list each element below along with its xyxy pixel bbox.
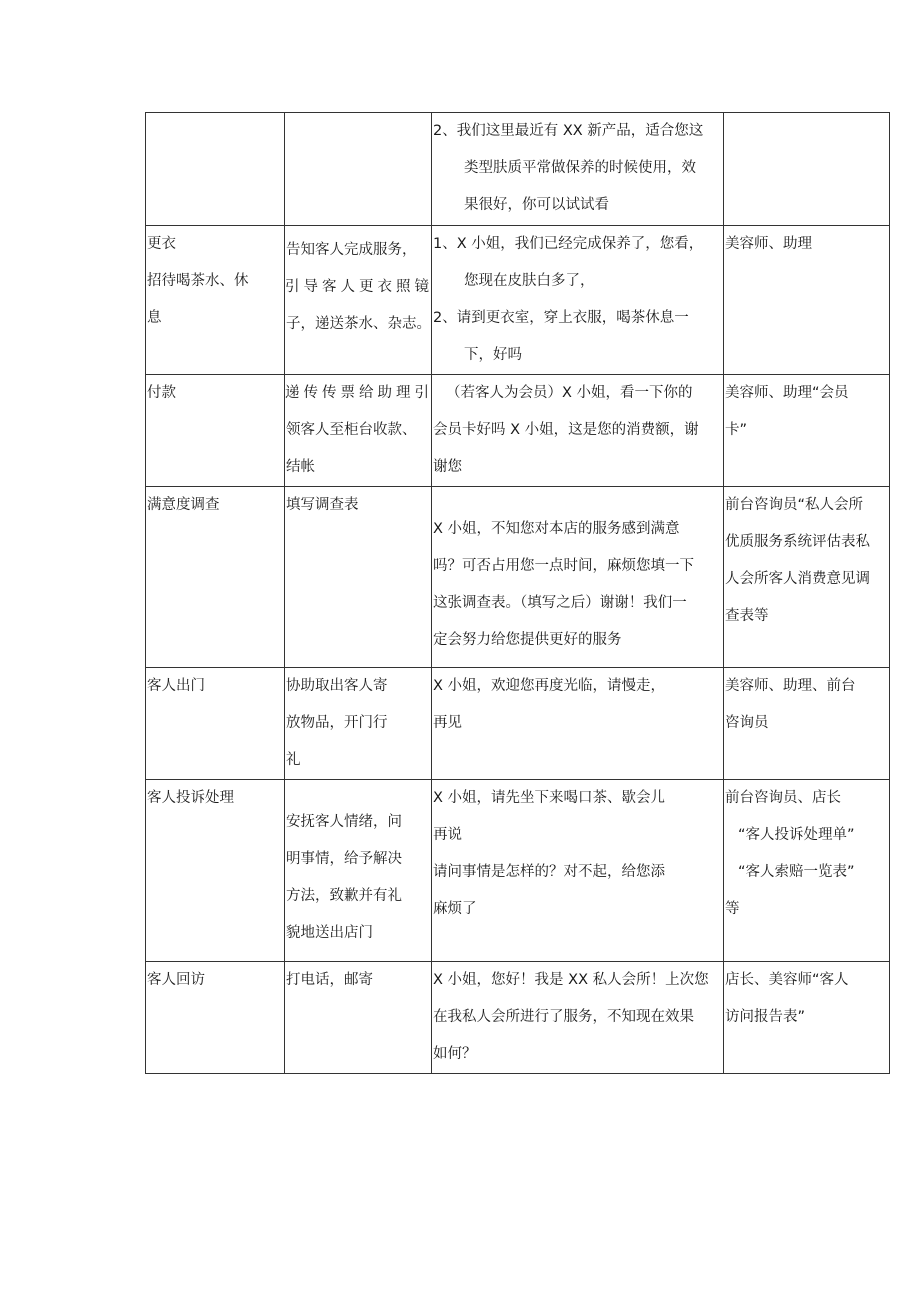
step-line: 客人投诉处理 (147, 790, 234, 806)
action-line: 告知客人完成服务， (286, 242, 417, 258)
action-cell (285, 226, 432, 375)
step-line: 更衣 (147, 236, 176, 252)
step-cell (146, 487, 285, 668)
staff-line: 美容师、助理“会员 (725, 385, 849, 401)
staff-line: 优质服务系统评估表私 (725, 534, 870, 550)
script-line: 会员卡好吗 X 小姐，这是您的消费额，谢 (433, 422, 699, 438)
action-line: 安抚客人情绪，问 (286, 814, 402, 830)
script-line: 谢您 (433, 459, 462, 475)
action-cell (285, 113, 432, 226)
staff-line: 咨询员 (725, 715, 769, 731)
staff-cell (724, 962, 890, 1074)
step-cell (146, 226, 285, 375)
staff-cell (724, 226, 890, 375)
action-line: 递传传票给助理引 (285, 385, 429, 401)
script-line: 在我私人会所进行了服务，不知现在效果 (433, 1009, 694, 1025)
table-row (146, 962, 890, 1074)
script-cell (432, 226, 724, 375)
action-line: 子，递送茶水、杂志。 (286, 316, 431, 332)
action-cell (285, 780, 432, 962)
step-line: 招待喝茶水、休 (147, 273, 249, 289)
action-line: 结帐 (286, 459, 315, 475)
service-process-table (145, 112, 890, 1074)
step-cell (146, 962, 285, 1074)
action-cell (285, 487, 432, 668)
action-line: 放物品，开门行 (286, 715, 388, 731)
action-line: 明事情，给予解决 (286, 851, 402, 867)
action-line: 方法，致歉并有礼 (286, 888, 402, 904)
action-line: 领客人至柜台收款、 (286, 422, 417, 438)
staff-cell (724, 668, 890, 780)
table-row (146, 668, 890, 780)
script-line: 定会努力给您提供更好的服务 (433, 632, 622, 648)
step-line: 客人出门 (147, 678, 205, 694)
script-line: 2、请到更衣室，穿上衣服，喝茶休息一 (433, 310, 689, 326)
step-line: 付款 (147, 385, 176, 401)
staff-line: 等 (725, 901, 740, 917)
staff-line: 美容师、助理、前台 (725, 678, 856, 694)
staff-line: 前台咨询员“私人会所 (725, 497, 864, 513)
staff-cell (724, 375, 890, 487)
script-line: 如何？ (433, 1046, 477, 1062)
step-line: 满意度调查 (147, 497, 220, 513)
staff-line: 访问报告表” (725, 1009, 806, 1025)
script-line: （若客人为会员）X 小姐，看一下你的 (446, 385, 693, 401)
script-line: 2、我们这里最近有 XX 新产品，适合您这 (433, 123, 704, 139)
action-line: 引导客人更衣照镜 (285, 279, 429, 295)
script-line: 再见 (433, 715, 462, 731)
staff-line: 查表等 (725, 608, 769, 624)
script-line: 麻烦了 (433, 901, 477, 917)
action-cell (285, 962, 432, 1074)
script-line: X 小姐，您好！我是 XX 私人会所！上次您 (433, 972, 709, 988)
staff-line: “客人投诉处理单” (738, 827, 855, 843)
script-cell (432, 668, 724, 780)
staff-line: 店长、美容师“客人 (725, 972, 849, 988)
action-line: 礼 (286, 752, 301, 768)
script-line: 请问事情是怎样的？对不起，给您添 (433, 864, 665, 880)
staff-line: 美容师、助理 (725, 236, 812, 252)
staff-line: 前台咨询员、店长 (725, 790, 841, 806)
staff-line: 卡” (725, 422, 748, 438)
script-line: 类型肤质平常做保养的时候使用，效 (464, 160, 696, 176)
action-cell (285, 668, 432, 780)
script-line: 您现在皮肤白多了， (464, 273, 595, 289)
script-line: X 小姐，不知您对本店的服务感到满意 (433, 521, 680, 537)
action-line: 打电话，邮寄 (286, 972, 373, 988)
script-cell (432, 962, 724, 1074)
staff-cell (724, 780, 890, 962)
step-cell (146, 113, 285, 226)
step-line: 息 (147, 310, 162, 326)
staff-cell (724, 113, 890, 226)
table-row (146, 487, 890, 668)
script-cell (432, 780, 724, 962)
step-line: 客人回访 (147, 972, 205, 988)
table-row (146, 375, 890, 487)
action-cell (285, 375, 432, 487)
script-line: 再说 (433, 827, 462, 843)
script-line: 1、X 小姐，我们已经完成保养了，您看， (433, 236, 704, 252)
script-line: 下，好吗 (464, 347, 522, 363)
script-line: X 小姐，欢迎您再度光临，请慢走， (433, 678, 666, 694)
step-cell (146, 375, 285, 487)
script-cell (432, 113, 724, 226)
action-line: 貌地送出店门 (286, 925, 373, 941)
table-row (146, 226, 890, 375)
staff-line: 人会所客人消费意见调 (725, 571, 870, 587)
action-line: 协助取出客人寄 (286, 678, 388, 694)
staff-cell (724, 487, 890, 668)
step-cell (146, 780, 285, 962)
step-cell (146, 668, 285, 780)
staff-line: “客人索赔一览表” (738, 864, 855, 880)
script-cell (432, 487, 724, 668)
action-line: 填写调查表 (286, 497, 359, 513)
script-line: 果很好，你可以试试看 (464, 197, 609, 213)
table-row (146, 113, 890, 226)
script-cell (432, 375, 724, 487)
script-line: 吗？可否占用您一点时间，麻烦您填一下 (433, 558, 694, 574)
table-row (146, 780, 890, 962)
script-line: 这张调查表。（填写之后）谢谢！我们一 (433, 595, 687, 611)
script-line: X 小姐，请先坐下来喝口茶、歇会儿 (433, 790, 666, 806)
